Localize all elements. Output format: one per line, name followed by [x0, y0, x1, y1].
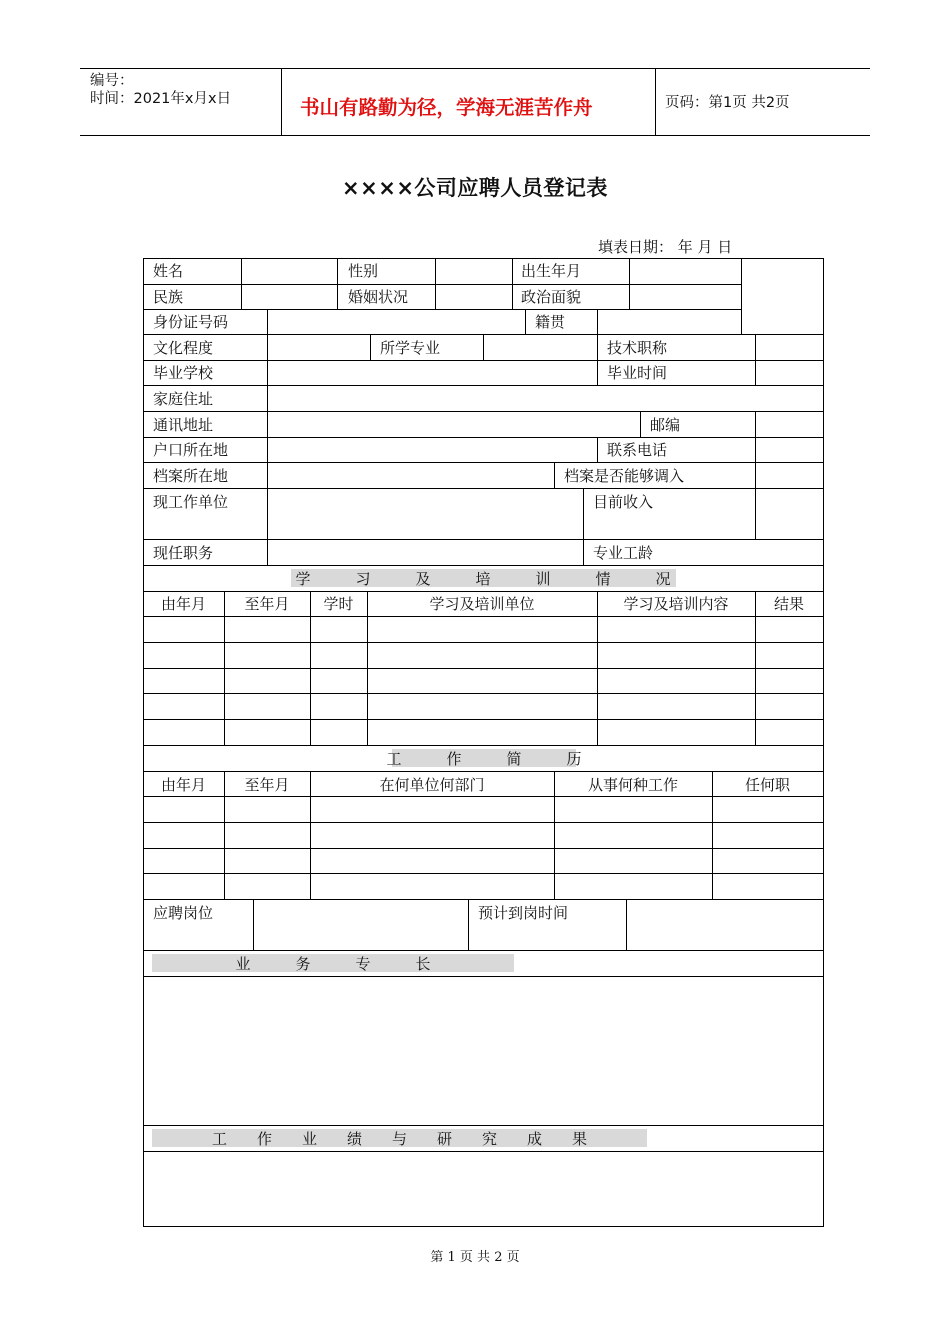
label-archive: 档案所在地: [153, 467, 229, 485]
row-line: [143, 745, 824, 746]
label-tech-title: 技术职称: [607, 339, 668, 357]
work-header-job: 从事何种工作: [587, 776, 678, 794]
row-line: [143, 591, 824, 592]
row-line: [143, 1125, 824, 1126]
col-line: [435, 258, 436, 309]
label-archive-transfer: 档案是否能够调入: [564, 467, 685, 485]
work-header-to: 至年月: [244, 776, 290, 794]
form-right-border: [823, 258, 824, 1226]
row-line: [143, 616, 824, 617]
page-info: 页码：第1页 共2页: [665, 95, 790, 111]
row-line: [143, 385, 824, 386]
label-arrival-time: 预计到岗时间: [478, 904, 569, 922]
serial-number-label: 编号：: [90, 73, 134, 89]
label-education: 文化程度: [153, 339, 214, 357]
label-home-address: 家庭住址: [153, 390, 214, 408]
row-line: [143, 822, 824, 823]
header-divider: [281, 68, 282, 136]
label-id-number: 身份证号码: [153, 313, 229, 331]
page-footer: 第 1 页 共 2 页: [430, 1250, 520, 1265]
row-line: [143, 284, 741, 285]
row-line: [143, 848, 824, 849]
header-divider: [655, 68, 656, 136]
label-current-employer: 现工作单位: [153, 493, 229, 511]
fill-date: 填表日期： 年 月 日: [598, 238, 733, 256]
label-native-place: 籍贯: [535, 313, 566, 331]
label-political: 政治面貌: [521, 288, 582, 306]
col-line: [468, 899, 469, 950]
work-header-position: 任何职: [744, 776, 790, 794]
row-line: [143, 796, 824, 797]
row-line: [143, 437, 824, 438]
label-apply-position: 应聘岗位: [153, 904, 214, 922]
col-line: [554, 462, 555, 488]
col-line: [626, 899, 627, 950]
label-current-income: 目前收入: [593, 493, 654, 511]
col-line: [310, 591, 311, 745]
row-line: [143, 976, 824, 977]
study-header-hours: 学时: [323, 595, 354, 613]
form-bottom-border: [143, 1226, 824, 1227]
col-line: [267, 309, 268, 334]
row-line: [143, 539, 268, 540]
col-line: [337, 258, 338, 309]
row-line: [143, 771, 824, 772]
study-header-institution: 学习及培训单位: [429, 595, 535, 613]
col-line: [597, 591, 598, 745]
row-line: [143, 642, 824, 643]
label-name: 姓名: [153, 262, 184, 280]
col-line: [597, 360, 598, 385]
header-motto: 书山有路勤为径，学海无涯苦作舟: [300, 96, 593, 119]
row-line: [143, 1151, 824, 1152]
col-line: [512, 258, 513, 309]
row-line: [143, 360, 824, 361]
label-current-post: 现任职务: [153, 544, 214, 562]
label-birth: 出生年月: [521, 262, 582, 280]
row-line: [143, 488, 824, 489]
form-top-border: [143, 258, 824, 259]
achievements-section-title: 工 作 业 绩 与 研 究 成 果: [211, 1130, 587, 1148]
label-gender: 性别: [348, 262, 379, 280]
time-label: 时间：2021年x月x日: [90, 91, 232, 107]
work-header-from: 由年月: [160, 776, 206, 794]
label-years-experience: 专业工龄: [593, 544, 654, 562]
label-ethnicity: 民族: [153, 288, 184, 306]
header-bottom-rule: [80, 135, 870, 136]
label-major: 所学专业: [380, 339, 441, 357]
label-postcode: 邮编: [650, 416, 681, 434]
col-line: [755, 488, 756, 539]
col-line: [597, 309, 598, 334]
row-line: [143, 411, 824, 412]
form-title: ××××公司应聘人员登记表: [342, 176, 608, 200]
label-phone: 联系电话: [607, 441, 668, 459]
col-line: [483, 334, 484, 360]
study-header-from: 由年月: [160, 595, 206, 613]
row-line: [143, 719, 824, 720]
col-line: [755, 334, 756, 385]
col-line: [241, 258, 242, 309]
row-line: [143, 693, 824, 694]
col-line: [755, 411, 756, 488]
col-line: [597, 437, 598, 462]
label-mail-address: 通讯地址: [153, 416, 214, 434]
label-school: 毕业学校: [153, 364, 214, 382]
header-top-rule: [80, 68, 870, 69]
row-line: [143, 565, 824, 566]
study-header-to: 至年月: [244, 595, 290, 613]
skills-section-title: 业 务 专 长: [235, 955, 431, 973]
label-hukou: 户口所在地: [153, 441, 229, 459]
row-line: [143, 899, 824, 900]
row-line: [143, 668, 824, 669]
col-line: [755, 591, 756, 745]
study-section-title: 学 习 及 培 训 情 况: [295, 570, 671, 588]
row-line: [143, 309, 741, 310]
form-left-border: [143, 258, 144, 1226]
col-line: [597, 334, 598, 360]
col-line: [525, 309, 526, 334]
study-header-result: 结果: [773, 595, 804, 613]
col-line: [640, 411, 641, 437]
col-line: [253, 899, 254, 950]
col-line: [367, 591, 368, 745]
row-line: [143, 950, 824, 951]
label-grad-time: 毕业时间: [607, 364, 668, 382]
col-line: [583, 488, 584, 565]
photo-box-border: [741, 258, 742, 335]
work-header-employer: 在何单位何部门: [379, 776, 485, 794]
col-line: [267, 334, 268, 565]
work-section-title: 工 作 简 历: [386, 750, 582, 768]
row-line: [143, 873, 824, 874]
col-line: [224, 591, 225, 745]
col-line: [629, 258, 630, 309]
col-line: [370, 334, 371, 360]
row-line: [143, 462, 824, 463]
study-header-content: 学习及培训内容: [623, 595, 729, 613]
label-marital: 婚姻状况: [348, 288, 409, 306]
